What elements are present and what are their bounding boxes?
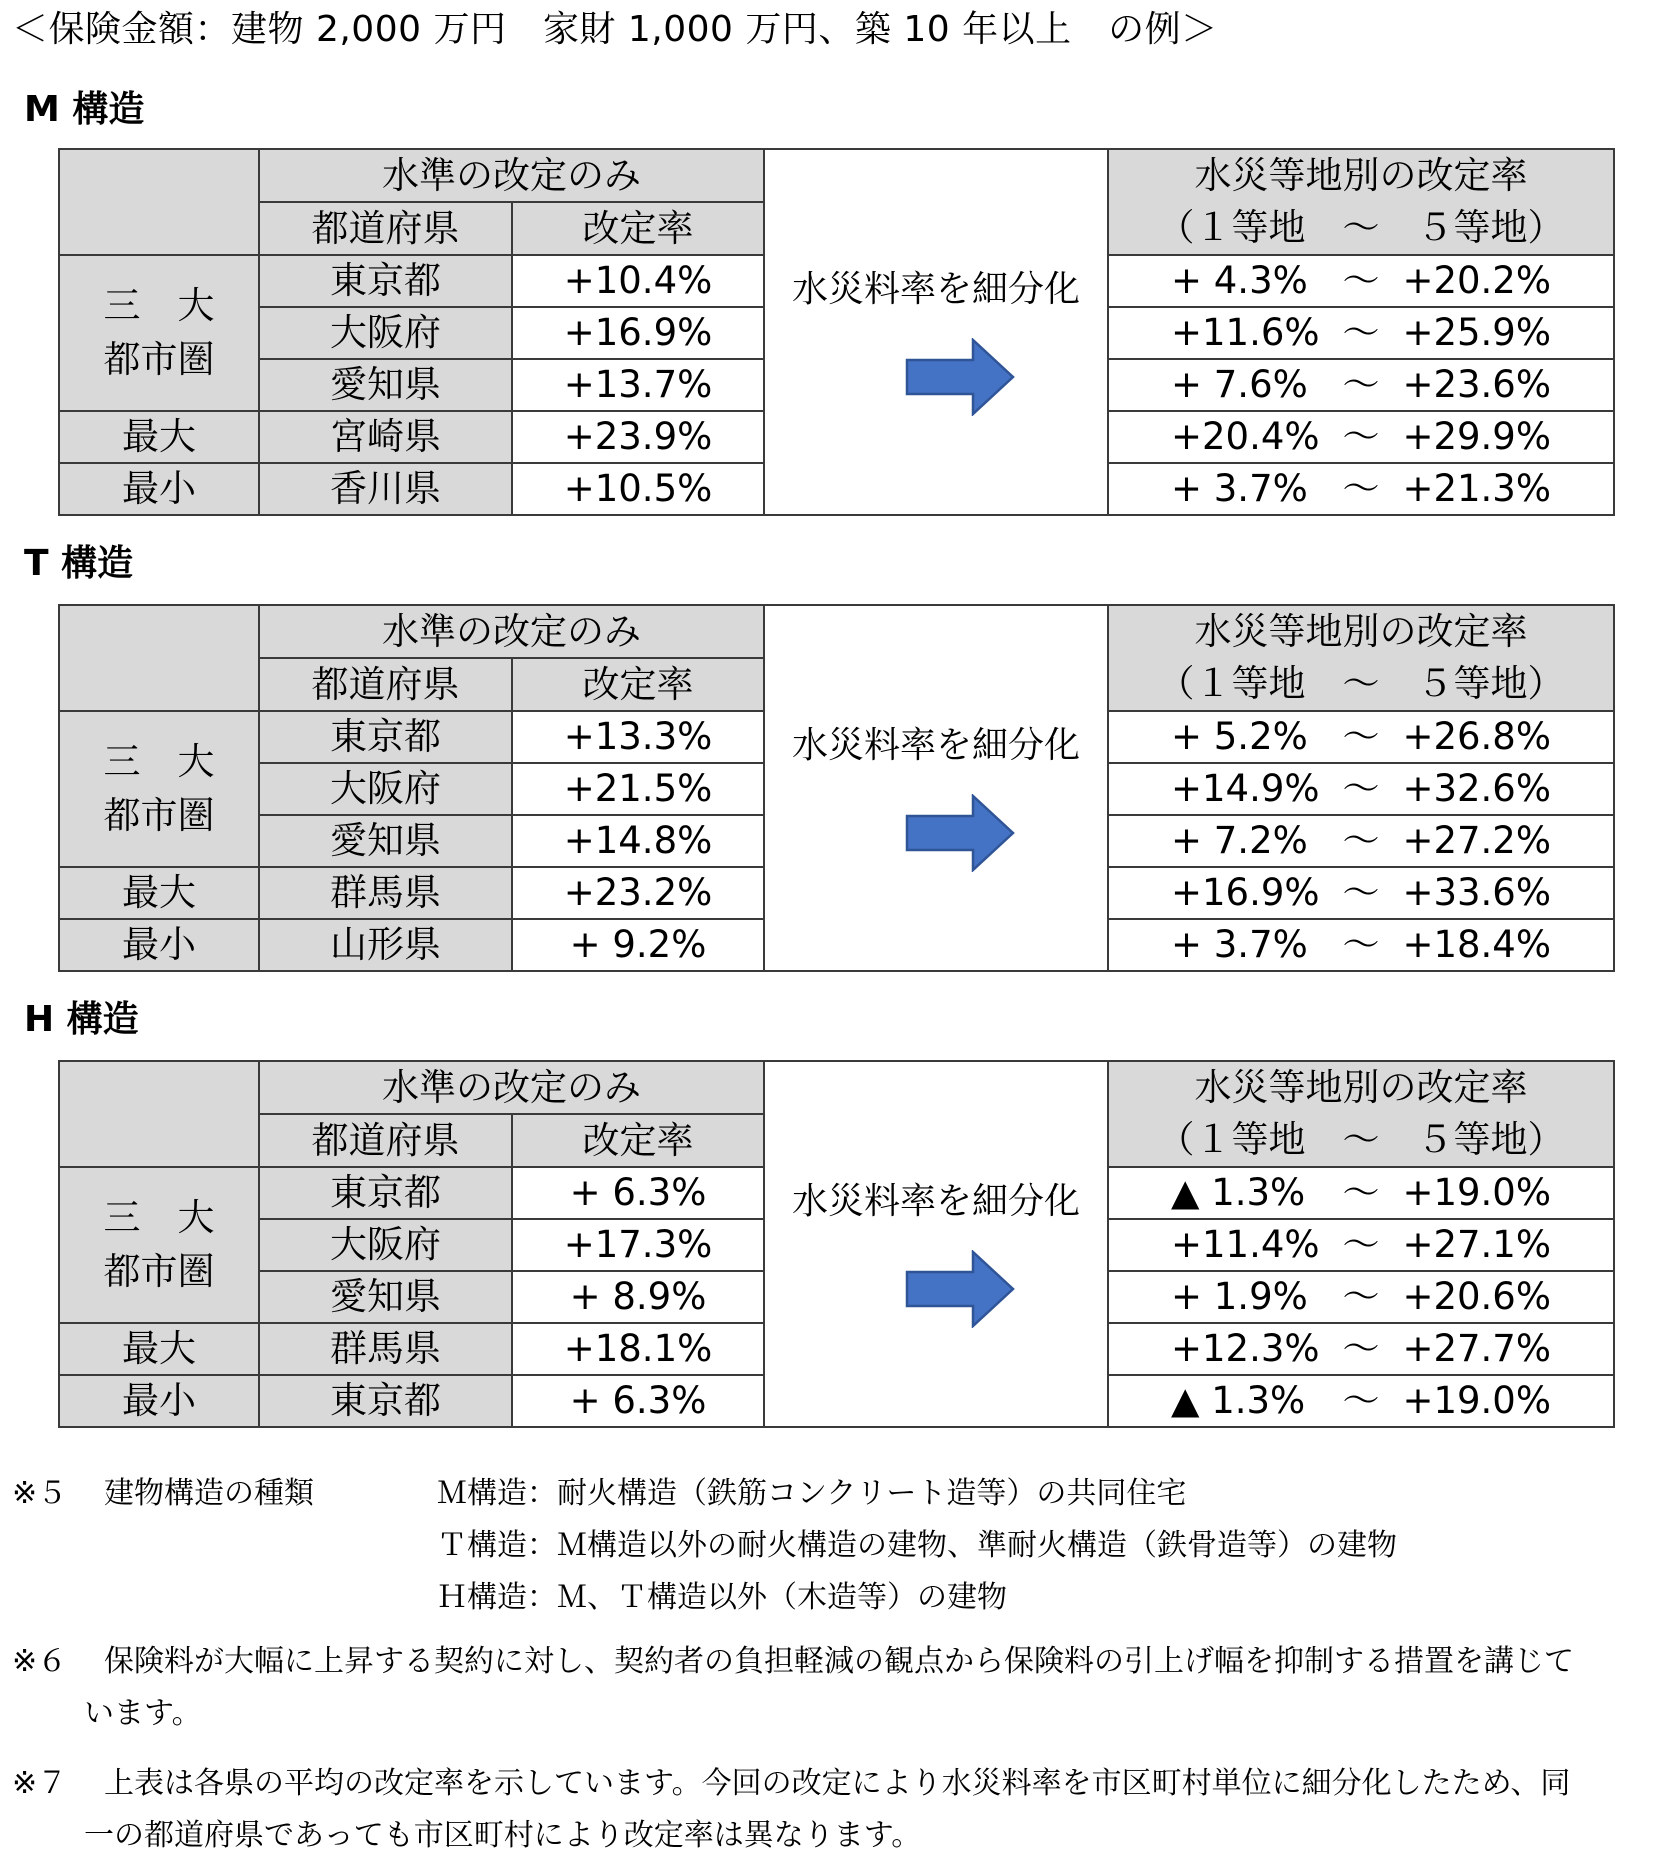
corner-cell xyxy=(59,1061,259,1167)
corner-cell xyxy=(59,605,259,711)
max-label: 最大 xyxy=(59,411,259,463)
note6-line2: います。 xyxy=(84,1696,202,1731)
section-title: T 構造 xyxy=(24,543,134,584)
range-separator: ～ xyxy=(1342,819,1380,862)
range-separator: ～ xyxy=(1342,715,1380,758)
rate-cell: +23.2% xyxy=(512,867,764,919)
note5-m: Ｍ構造：耐火構造（鉄筋コンクリート造等）の共同住宅 xyxy=(437,1476,1187,1511)
range-cell xyxy=(1108,255,1614,307)
rate-table xyxy=(58,148,1615,516)
three-cities-line1: 三 大 xyxy=(103,284,215,327)
rate-cell: +10.4% xyxy=(512,255,764,307)
rate-header: 改定率 xyxy=(512,202,764,255)
three-cities-label xyxy=(59,1167,259,1323)
right-arrow-icon xyxy=(905,794,1015,872)
range-cell xyxy=(1108,1167,1614,1219)
rate-cell: +16.9% xyxy=(512,307,764,359)
flow-label: 水災料率を細分化 xyxy=(791,1181,1080,1222)
range-cell xyxy=(1108,1271,1614,1323)
level-only-header: 水準の改定のみ xyxy=(259,605,764,658)
range-high: +27.7% xyxy=(1402,1327,1551,1370)
range-cell xyxy=(1108,711,1614,763)
range-low: +16.9% xyxy=(1171,871,1320,914)
note7-line1: 上表は各県の平均の改定率を示しています。今回の改定により水災料率を市区町村単位に細分化したため、同 xyxy=(104,1766,1571,1801)
range-low: +14.9% xyxy=(1171,767,1320,810)
right-arrow-icon xyxy=(905,338,1015,416)
range-high: +27.2% xyxy=(1402,819,1551,862)
flood-grade-header-line1: 水災等地別の改定率 xyxy=(1194,154,1528,197)
range-low: + 4.3% xyxy=(1171,259,1308,302)
three-cities-line1: 三 大 xyxy=(103,740,215,783)
flow-label: 水災料率を細分化 xyxy=(791,269,1080,310)
three-cities-line2: 都市圏 xyxy=(103,794,215,837)
three-cities-line2: 都市圏 xyxy=(103,1250,215,1293)
range-cell xyxy=(1108,463,1614,515)
range-low: ▲ 1.3% xyxy=(1171,1379,1306,1422)
range-high: +20.6% xyxy=(1402,1275,1551,1318)
prefecture-header: 都道府県 xyxy=(259,1114,512,1167)
prefecture-cell: 愛知県 xyxy=(259,815,512,867)
range-separator: ～ xyxy=(1342,415,1380,458)
rate-cell: +17.3% xyxy=(512,1219,764,1271)
flood-grade-header xyxy=(1108,1061,1614,1167)
range-separator: ～ xyxy=(1342,1223,1380,1266)
range-high: +32.6% xyxy=(1402,767,1551,810)
prefecture-cell: 大阪府 xyxy=(259,763,512,815)
rate-cell: + 9.2% xyxy=(512,919,764,971)
rate-cell: +14.8% xyxy=(512,815,764,867)
three-cities-label xyxy=(59,255,259,411)
range-cell xyxy=(1108,763,1614,815)
range-low: +20.4% xyxy=(1171,415,1320,458)
prefecture-cell: 東京都 xyxy=(259,1167,512,1219)
flood-grade-header xyxy=(1108,149,1614,255)
range-low: + 7.6% xyxy=(1171,363,1308,406)
prefecture-header: 都道府県 xyxy=(259,202,512,255)
range-separator: ～ xyxy=(1342,767,1380,810)
range-separator: ～ xyxy=(1342,1379,1380,1422)
range-cell xyxy=(1108,1375,1614,1427)
range-separator: ～ xyxy=(1342,871,1380,914)
flood-grade-header-line2: （１等地 ～ ５等地） xyxy=(1157,206,1565,249)
rate-cell: +18.1% xyxy=(512,1323,764,1375)
range-cell xyxy=(1108,359,1614,411)
note5-title: 建物構造の種類 xyxy=(104,1476,314,1511)
flood-grade-header-line2: （１等地 ～ ５等地） xyxy=(1157,662,1565,705)
rate-cell: +21.5% xyxy=(512,763,764,815)
prefecture-cell: 宮崎県 xyxy=(259,411,512,463)
rate-cell: +23.9% xyxy=(512,411,764,463)
three-cities-line2: 都市圏 xyxy=(103,338,215,381)
range-high: +25.9% xyxy=(1402,311,1551,354)
range-high: +26.8% xyxy=(1402,715,1551,758)
prefecture-cell: 東京都 xyxy=(259,711,512,763)
three-cities-line1: 三 大 xyxy=(103,1196,215,1239)
flow-label: 水災料率を細分化 xyxy=(791,725,1080,766)
range-separator: ～ xyxy=(1342,1327,1380,1370)
right-arrow-icon xyxy=(905,1250,1015,1328)
range-low: + 3.7% xyxy=(1171,923,1308,966)
rate-table xyxy=(58,604,1615,972)
section-title: H 構造 xyxy=(24,999,139,1040)
prefecture-cell: 東京都 xyxy=(259,1375,512,1427)
min-label: 最小 xyxy=(59,1375,259,1427)
range-separator: ～ xyxy=(1342,1171,1380,1214)
rate-cell: +13.3% xyxy=(512,711,764,763)
flood-grade-header-line1: 水災等地別の改定率 xyxy=(1194,610,1528,653)
range-cell xyxy=(1108,307,1614,359)
range-low: +11.6% xyxy=(1171,311,1320,354)
rate-cell: + 6.3% xyxy=(512,1167,764,1219)
level-only-header: 水準の改定のみ xyxy=(259,1061,764,1114)
range-low: +12.3% xyxy=(1171,1327,1320,1370)
min-label: 最小 xyxy=(59,919,259,971)
prefecture-cell: 山形県 xyxy=(259,919,512,971)
three-cities-label xyxy=(59,711,259,867)
range-high: +29.9% xyxy=(1402,415,1551,458)
range-high: +33.6% xyxy=(1402,871,1551,914)
note5-h: Ｈ構造：Ｍ、Ｔ構造以外（木造等）の建物 xyxy=(437,1580,1007,1615)
max-label: 最大 xyxy=(59,867,259,919)
range-high: +18.4% xyxy=(1402,923,1551,966)
rate-table xyxy=(58,1060,1615,1428)
prefecture-cell: 愛知県 xyxy=(259,359,512,411)
flood-grade-header-line1: 水災等地別の改定率 xyxy=(1194,1066,1528,1109)
range-high: +20.2% xyxy=(1402,259,1551,302)
prefecture-cell: 東京都 xyxy=(259,255,512,307)
range-low: + 5.2% xyxy=(1171,715,1308,758)
note7-line2: 一の都道府県であっても市区町村により改定率は異なります。 xyxy=(84,1818,922,1853)
range-cell xyxy=(1108,1323,1614,1375)
range-high: +19.0% xyxy=(1402,1171,1551,1214)
rate-cell: +13.7% xyxy=(512,359,764,411)
prefecture-cell: 大阪府 xyxy=(259,1219,512,1271)
flow-cell xyxy=(764,149,1108,515)
prefecture-cell: 大阪府 xyxy=(259,307,512,359)
prefecture-cell: 群馬県 xyxy=(259,867,512,919)
range-separator: ～ xyxy=(1342,923,1380,966)
range-low: + 1.9% xyxy=(1171,1275,1308,1318)
range-separator: ～ xyxy=(1342,311,1380,354)
prefecture-header: 都道府県 xyxy=(259,658,512,711)
range-high: +21.3% xyxy=(1402,467,1551,510)
range-separator: ～ xyxy=(1342,1275,1380,1318)
range-separator: ～ xyxy=(1342,259,1380,302)
rate-header: 改定率 xyxy=(512,658,764,711)
range-low: + 7.2% xyxy=(1171,819,1308,862)
flood-grade-header-line2: （１等地 ～ ５等地） xyxy=(1157,1118,1565,1161)
rate-cell: +10.5% xyxy=(512,463,764,515)
rate-cell: + 8.9% xyxy=(512,1271,764,1323)
range-low: +11.4% xyxy=(1171,1223,1320,1266)
range-cell xyxy=(1108,815,1614,867)
prefecture-cell: 群馬県 xyxy=(259,1323,512,1375)
range-high: +27.1% xyxy=(1402,1223,1551,1266)
page-header: ＜保険金額：建物 2,000 万円 家財 1,000 万円、築 10 年以上 の例＞ xyxy=(12,9,1218,50)
range-cell xyxy=(1108,411,1614,463)
rate-header: 改定率 xyxy=(512,1114,764,1167)
range-high: +23.6% xyxy=(1402,363,1551,406)
range-cell xyxy=(1108,919,1614,971)
prefecture-cell: 香川県 xyxy=(259,463,512,515)
note7-mark: ※７ xyxy=(12,1766,68,1801)
flow-cell xyxy=(764,1061,1108,1427)
range-separator: ～ xyxy=(1342,363,1380,406)
range-low: + 3.7% xyxy=(1171,467,1308,510)
range-separator: ～ xyxy=(1342,467,1380,510)
level-only-header: 水準の改定のみ xyxy=(259,149,764,202)
range-low: ▲ 1.3% xyxy=(1171,1171,1306,1214)
range-cell xyxy=(1108,1219,1614,1271)
range-high: +19.0% xyxy=(1402,1379,1551,1422)
max-label: 最大 xyxy=(59,1323,259,1375)
note6-line1: 保険料が大幅に上昇する契約に対し、契約者の負担軽減の観点から保険料の引上げ幅を抑制する措置を講じて xyxy=(104,1644,1574,1679)
note6-mark: ※６ xyxy=(12,1644,68,1679)
range-cell xyxy=(1108,867,1614,919)
corner-cell xyxy=(59,149,259,255)
min-label: 最小 xyxy=(59,463,259,515)
flood-grade-header xyxy=(1108,605,1614,711)
note5-t: Ｔ構造：Ｍ構造以外の耐火構造の建物、準耐火構造（鉄骨造等）の建物 xyxy=(437,1528,1397,1563)
section-title: M 構造 xyxy=(24,89,145,130)
flow-cell xyxy=(764,605,1108,971)
note5-mark: ※５ xyxy=(12,1476,68,1511)
rate-cell: + 6.3% xyxy=(512,1375,764,1427)
prefecture-cell: 愛知県 xyxy=(259,1271,512,1323)
